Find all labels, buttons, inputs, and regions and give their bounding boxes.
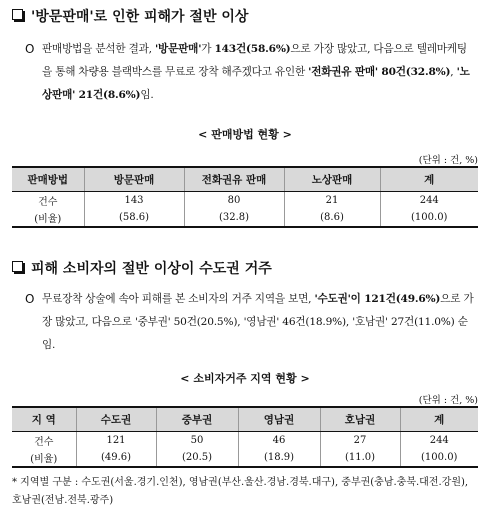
table-cell: 21 xyxy=(284,192,380,210)
section-2-title: 피해 소비자의 절반 이상이 수도권 거주 xyxy=(12,258,272,278)
table-cell: (비율) xyxy=(12,209,84,227)
header-cell: 영남권 xyxy=(238,407,320,432)
table-cell: 80 xyxy=(184,192,284,210)
checkbox-square-icon xyxy=(12,9,23,20)
table-cell: 27 xyxy=(320,432,400,450)
table-cell: (비율) xyxy=(12,449,76,467)
table-cell: 건수 xyxy=(34,437,54,448)
table-row xyxy=(12,449,478,467)
header-cell: 판매방법 xyxy=(12,167,84,192)
table-header-row xyxy=(12,167,478,192)
table-cell: (18.9) xyxy=(238,449,320,467)
header-cell: 전화권유 판매 xyxy=(184,167,284,192)
table-cell: 건수 xyxy=(38,197,58,208)
table-cell: 244 xyxy=(380,192,478,210)
table-cell: (100.0) xyxy=(400,449,478,467)
header-cell: 방문판매 xyxy=(84,167,184,192)
header-cell: 지 역 xyxy=(12,407,76,432)
section-2-paragraph: O 무료장착 상술에 속아 피해를 본 소비자의 거주 지역을 보면, '수도권'이 121건(49.6%)으로 가장 많았고, 다음으로 '중부권' 50건(20.5%), '영남권' 46건(18.9%), '호남권' 27건(11.0%) 순임. xyxy=(42,288,474,357)
region-table xyxy=(12,406,478,468)
table-2-title: < 소비자거주 지역 현황 > xyxy=(180,372,310,385)
table-row xyxy=(12,209,478,227)
table-1-title: < 판매방법 현황 > xyxy=(198,128,292,141)
table-1-unit: (단위 : 건, %) xyxy=(418,155,478,166)
section-1-title: '방문판매'로 인한 피해가 절반 이상 xyxy=(12,6,248,26)
footnote: * 지역별 구분 : 수도권(서울.경기.인천), 영남권(부산.울산.경남.경북.대구), 중부권(충남.충북.대전.강원), 호남권(전남.전북.광주) xyxy=(12,477,469,506)
table-cell: (20.5) xyxy=(156,449,238,467)
header-cell: 계 xyxy=(400,407,478,432)
checkbox-square-icon xyxy=(12,261,23,272)
header-cell: 계 xyxy=(380,167,478,192)
table-cell: 143 xyxy=(84,192,184,210)
table-cell: 46 xyxy=(238,432,320,450)
table-cell: (58.6) xyxy=(84,209,184,227)
bullet-o-icon: O xyxy=(25,42,35,56)
table-cell: 244 xyxy=(400,432,478,450)
table-cell: 50 xyxy=(156,432,238,450)
table-row xyxy=(12,192,478,210)
table-row xyxy=(12,432,478,450)
section-1-paragraph: O 판매방법을 분석한 결과, '방문판매'가 143건(58.6%)으로 가장 많았고, 다음으로 텔레마케팅을 통해 차량용 블랙박스를 무료로 장착 해주겠다고 유인한 '전화권유 판매' 80건(32.8%), '노상판매' 21건(8.6%)임. xyxy=(42,38,474,107)
table-2-unit: (단위 : 건, %) xyxy=(418,395,478,406)
table-cell: (11.0) xyxy=(320,449,400,467)
sales-method-table xyxy=(12,166,478,228)
header-cell: 노상판매 xyxy=(284,167,380,192)
table-cell: 121 xyxy=(76,432,156,450)
table-cell: (100.0) xyxy=(380,209,478,227)
table-header-row xyxy=(12,407,478,432)
table-cell: (8.6) xyxy=(284,209,380,227)
bullet-o-icon: O xyxy=(25,292,35,306)
header-cell: 중부권 xyxy=(156,407,238,432)
table-cell: (32.8) xyxy=(184,209,284,227)
table-cell: (49.6) xyxy=(76,449,156,467)
header-cell: 호남권 xyxy=(320,407,400,432)
header-cell: 수도권 xyxy=(76,407,156,432)
